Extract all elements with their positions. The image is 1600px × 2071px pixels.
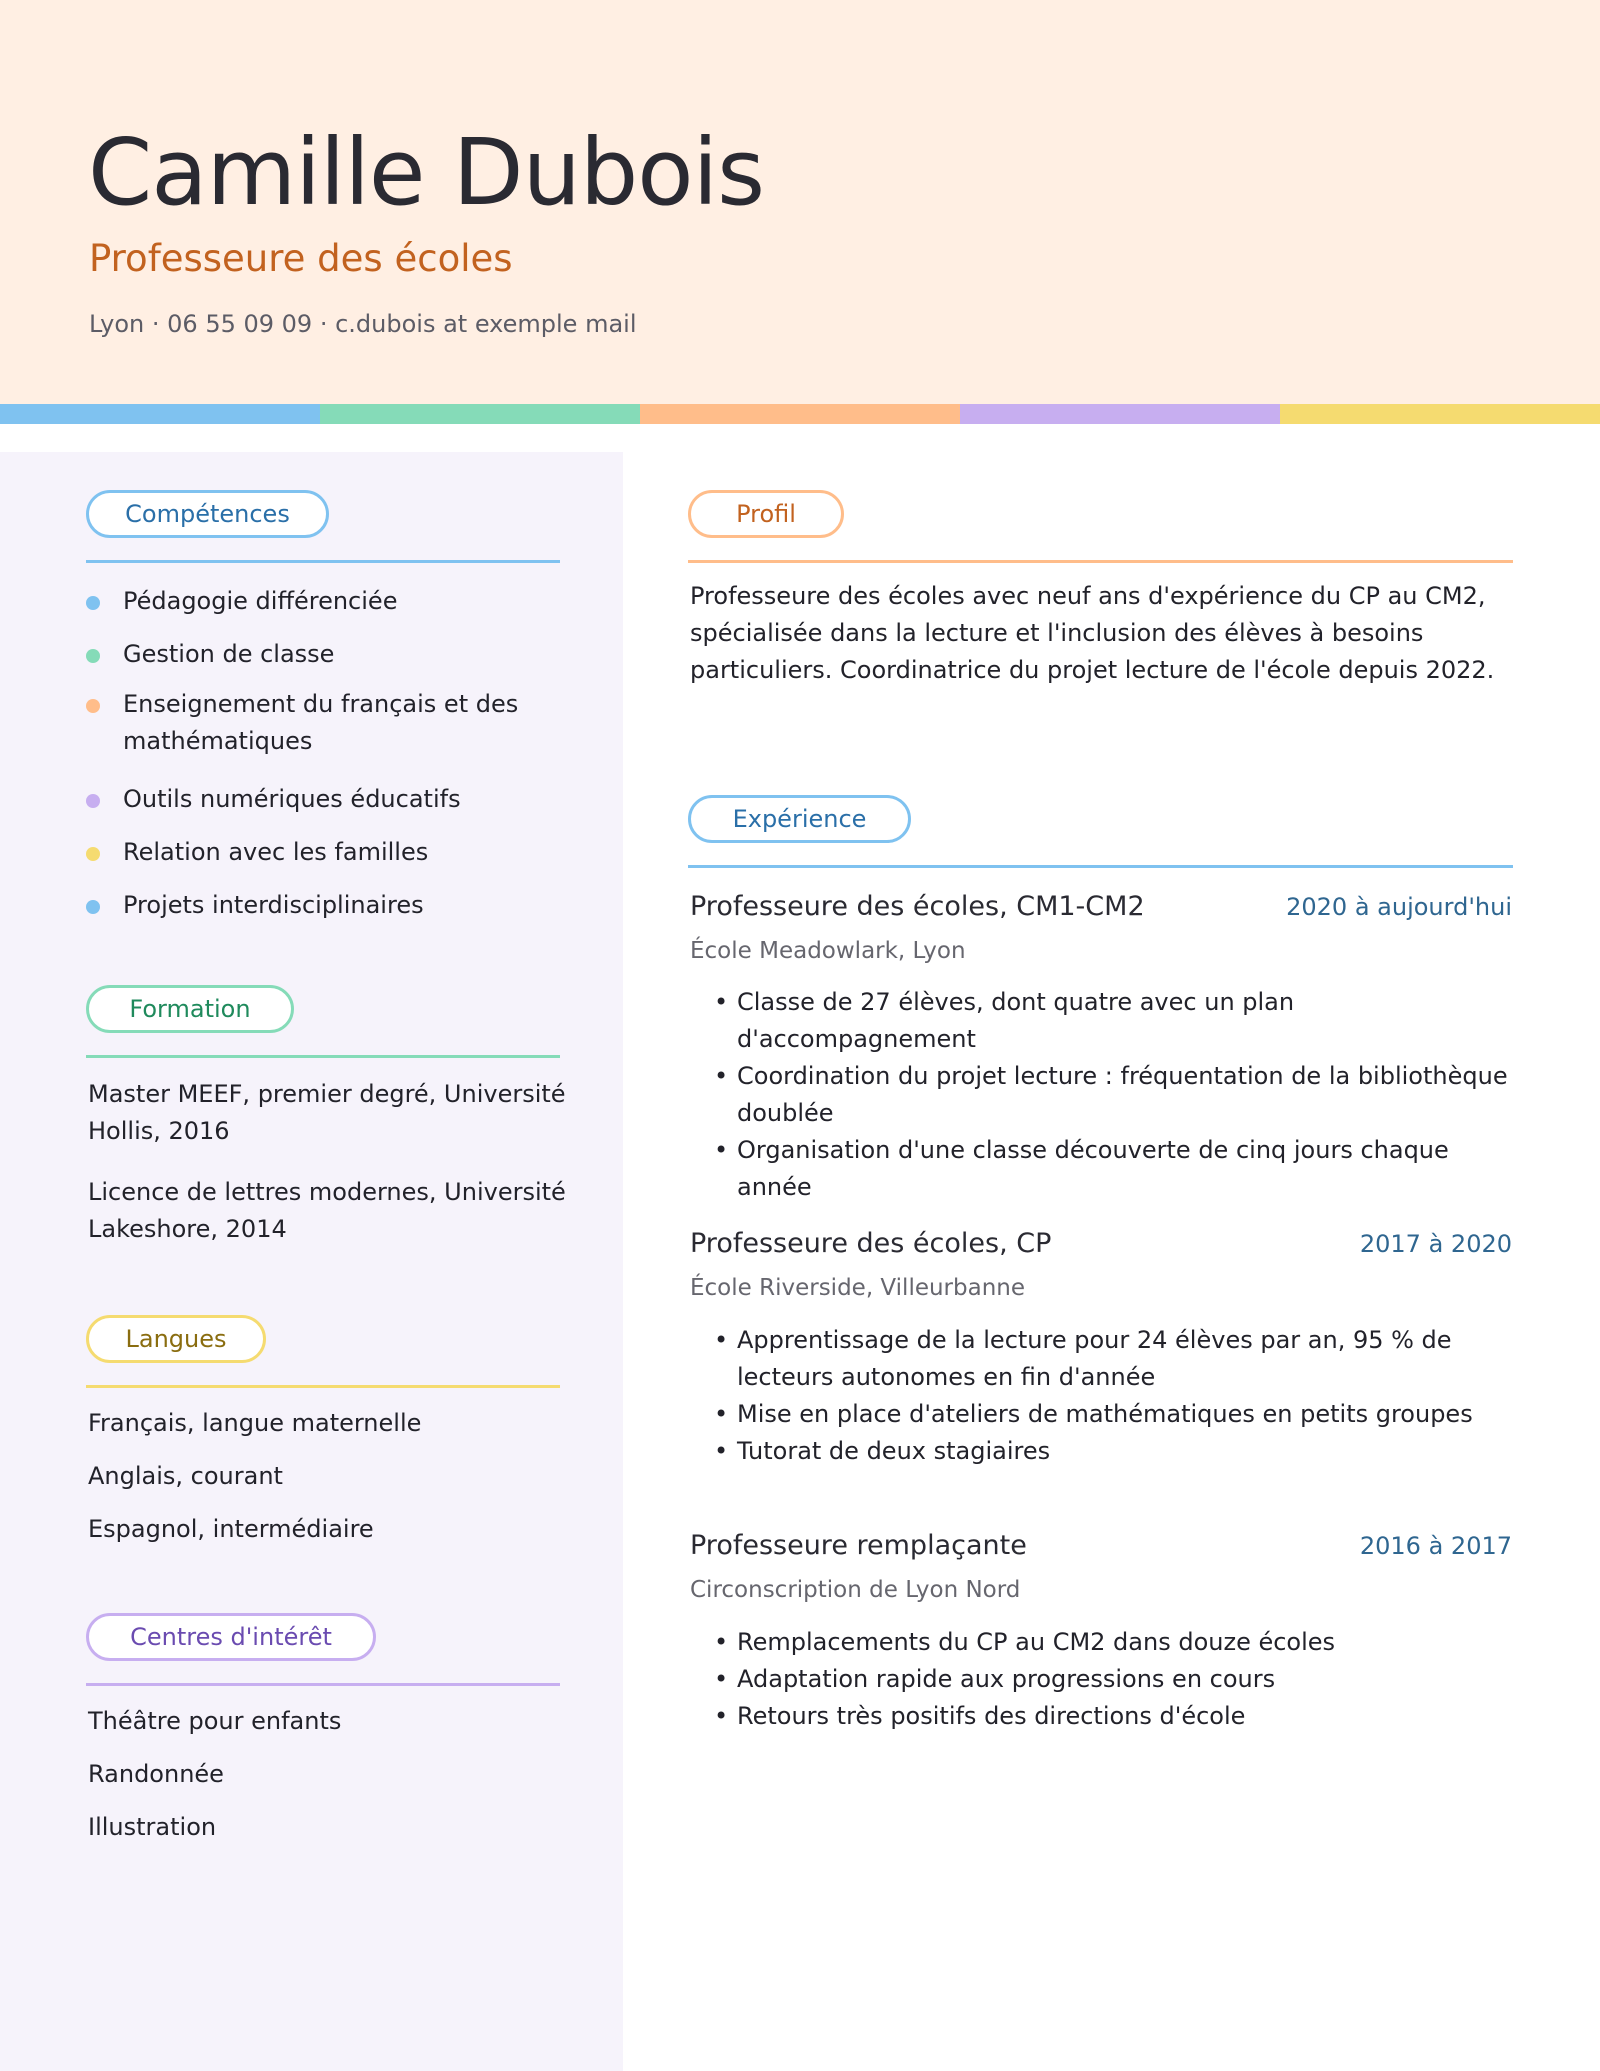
job-bullets [690, 1322, 1530, 1470]
contact-line: Lyon · 06 55 09 09 · c.dubois at exemple mail [89, 310, 637, 338]
list-item: • Retours très positifs des directions d'école [714, 1702, 1246, 1730]
education-item: Master MEEF, premier degré, Université Hollis, 2016 [88, 1080, 566, 1145]
interest-item: Randonnée [88, 1760, 224, 1788]
list-item: • Adaptation rapide aux progressions en cours [714, 1665, 1276, 1693]
skill-item: Pédagogie différenciée [88, 583, 548, 620]
profile-rule [688, 560, 1513, 563]
candidate-title: Professeure des écoles [89, 237, 513, 280]
job-dates: 2016 à 2017 [1359, 1532, 1512, 1560]
language-item: Français, langue maternelle [88, 1409, 422, 1437]
color-stripe-yellow [1280, 404, 1600, 424]
interest-item: Illustration [88, 1813, 217, 1841]
list-item: • Tutorat de deux stagiaires [714, 1437, 1051, 1465]
candidate-name: Camille Dubois [88, 119, 765, 226]
experience-heading: Expérience [688, 795, 911, 843]
list-item: • Coordination du projet lecture : fréquentation de la bibliothèque doublée [714, 1062, 1508, 1127]
resume-header [0, 0, 1600, 404]
list-item: • Organisation d'une classe découverte de cinq jours chaque année [714, 1136, 1449, 1201]
bullet-dot-icon [86, 794, 100, 808]
language-item: Espagnol, intermédiaire [88, 1515, 374, 1543]
list-item: • Remplacements du CP au CM2 dans douze écoles [714, 1628, 1336, 1656]
job-bullets [690, 984, 1530, 1206]
languages-heading: Langues [86, 1315, 266, 1363]
languages-rule [86, 1385, 560, 1388]
job-dates: 2020 à aujourd'hui [1286, 893, 1512, 921]
list-item: • Mise en place d'ateliers de mathématiques en petits groupes [714, 1400, 1473, 1428]
job-organization: École Meadowlark, Lyon [690, 938, 966, 964]
skill-item: Outils numériques éducatifs [88, 781, 548, 818]
list-item: • Classe de 27 élèves, dont quatre avec un plan d'accompagnement [714, 988, 1295, 1053]
profile-heading: Profil [688, 490, 844, 538]
bullet-dot-icon [86, 596, 100, 610]
job-organization: École Riverside, Villeurbanne [690, 1275, 1026, 1301]
skills-heading: Compétences [86, 490, 329, 538]
job-organization: Circonscription de Lyon Nord [690, 1577, 1021, 1603]
interests-heading: Centres d'intérêt [86, 1613, 376, 1661]
experience-rule [688, 865, 1513, 868]
skill-item: Relation avec les familles [88, 834, 548, 871]
language-item: Anglais, courant [88, 1462, 283, 1490]
education-rule [86, 1055, 560, 1058]
job-role: Professeure des écoles, CP [690, 1228, 1052, 1259]
skill-item: Projets interdisciplinaires [88, 887, 548, 924]
interest-item: Théâtre pour enfants [88, 1707, 342, 1735]
profile-summary: Professeure des écoles avec neuf ans d'expérience du CP au CM2, spécialisée dans la lecture et l'inclusion des élèves à besoins particuliers. Coordinatrice du projet lecture de l'école depuis 2022. [690, 582, 1495, 684]
job-role: Professeure des écoles, CM1-CM2 [690, 891, 1145, 922]
bullet-dot-icon [86, 649, 100, 663]
color-stripe-orange [640, 404, 960, 424]
list-item: • Apprentissage de la lecture pour 24 élèves par an, 95 % de lecteurs autonomes en fin d'année [714, 1326, 1452, 1391]
color-stripe-purple [960, 404, 1280, 424]
bullet-dot-icon [86, 847, 100, 861]
skill-item: Gestion de classe [88, 636, 548, 673]
interests-rule [86, 1683, 560, 1686]
job-dates: 2017 à 2020 [1359, 1230, 1512, 1258]
education-item: Licence de lettres modernes, Université Lakeshore, 2014 [88, 1178, 566, 1243]
bullet-dot-icon [86, 900, 100, 914]
bullet-dot-icon [86, 699, 100, 713]
color-stripe-green [320, 404, 640, 424]
job-bullets [690, 1624, 1530, 1735]
skills-rule [86, 560, 560, 563]
job-role: Professeure remplaçante [690, 1530, 1027, 1561]
education-heading: Formation [86, 985, 294, 1033]
color-stripe-blue [0, 404, 320, 424]
skill-item: Enseignement du français et des mathématiques [88, 686, 548, 760]
